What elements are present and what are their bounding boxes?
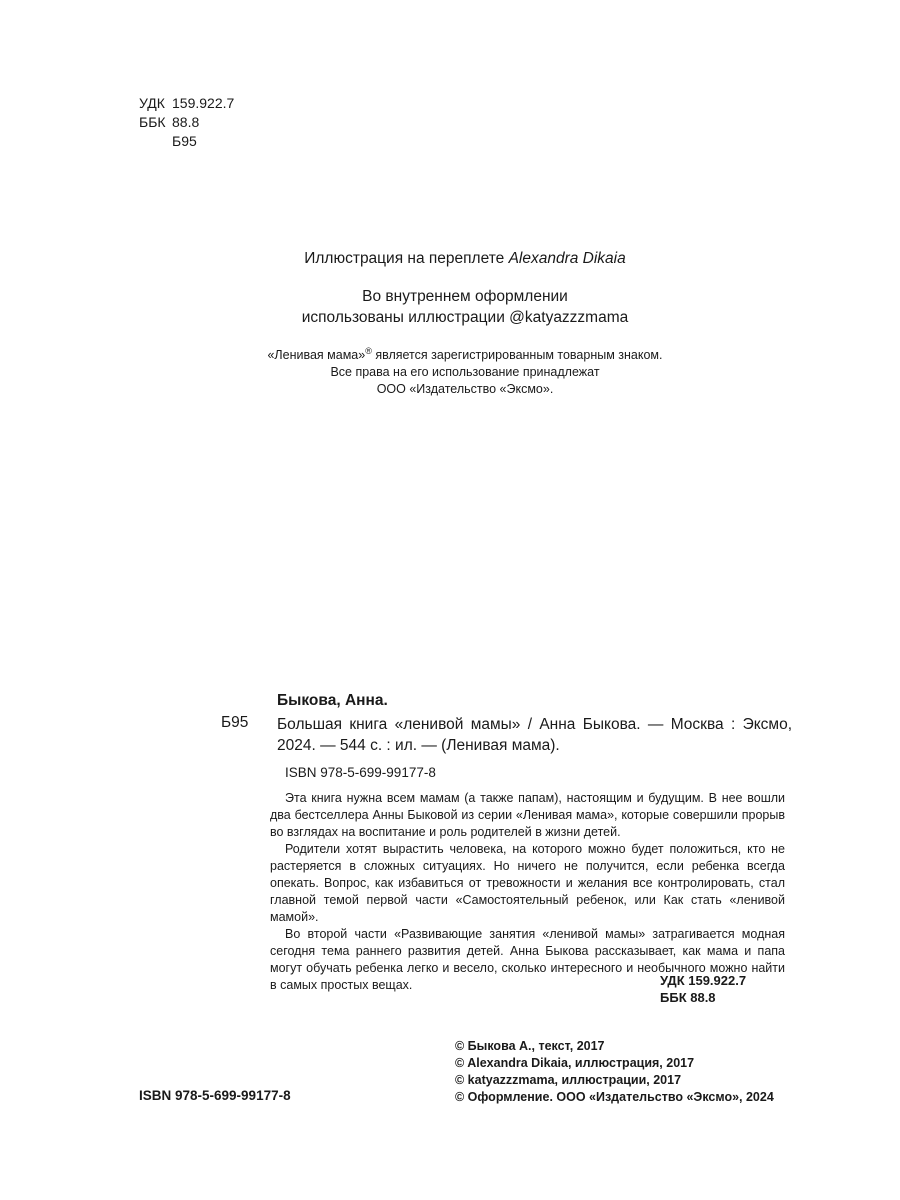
author-mark: Б95 xyxy=(172,133,197,149)
copyright-line: © katyazzzmama, иллюстрации, 2017 xyxy=(455,1073,682,1087)
annotation-paragraph: Эта книга нужна всем мамам (а также папам), настоящим и будущим. В нее вошли два бестселлера Анны Быковой из серии «Ленивая мама», которые совершили прорыв во взглядах на воспитание и роль родителей в жизни детей. xyxy=(270,791,785,839)
copyright-line: © Быкова А., текст, 2017 xyxy=(455,1039,605,1053)
udk-row xyxy=(139,94,234,113)
bbk-bold: ББК 88.8 xyxy=(660,990,716,1005)
copyright-line: © Оформление. ООО «Издательство «Эксмо», 2024 xyxy=(455,1090,774,1104)
isbn-bottom: ISBN 978-5-699-99177-8 xyxy=(139,1088,291,1103)
trademark-line3: ООО «Издательство «Эксмо». xyxy=(376,382,554,397)
copyright-block xyxy=(455,1038,774,1106)
udk-bold: УДК 159.922.7 xyxy=(660,973,747,988)
annotation-paragraph: Родители хотят вырастить человека, на которого можно будет положиться, кто не растеряется в сложных ситуациях. Но ничего не получится, если ребенка всегда опекать. Вопрос, как избавиться от тревожности и желания все контролировать, стал главной темой первой части «Самостоятельный ребенок, или Как стать «ленивой мамой». xyxy=(270,842,785,924)
bibliographic-isbn: ISBN 978-5-699-99177-8 xyxy=(285,765,436,780)
bibliographic-mark: Б95 xyxy=(221,714,249,731)
trademark-notice xyxy=(0,343,900,398)
inner-credit-line1: Во внутреннем оформлении xyxy=(362,288,568,305)
trademark-line1-rest: является зарегистрированным товарным знаком. xyxy=(371,348,663,363)
bibliographic-author: Быкова, Анна. xyxy=(277,692,388,709)
annotation xyxy=(270,790,785,994)
copyright-line: © Alexandra Dikaia, иллюстрация, 2017 xyxy=(455,1056,695,1070)
trademark-mark-name: «Ленивая мама» xyxy=(267,348,366,363)
annotation-paragraph: Во второй части «Развивающие занятия «ленивой мамы» затрагивается модная сегодня тема раннего развития детей. Анна Быкова рассказывает, как мама и папа могут обучать ребенка легко и весело, сколько интересного и необычного можно найти в самых простых вещах. xyxy=(270,927,785,992)
trademark-line1 xyxy=(0,343,900,364)
trademark-line2: Все права на его использование принадлежат xyxy=(330,365,600,380)
inner-credit-line2: использованы иллюстрации @katyazzzmama xyxy=(301,309,629,326)
udk-label: УДК xyxy=(139,95,165,111)
bibliographic-description: Большая книга «ленивой мамы» / Анна Быкова. — Москва : Эксмо, 2024. — 544 с. : ил. — (Ленивая мама). xyxy=(277,716,792,754)
cover-illustration-credit xyxy=(0,250,900,268)
bbk-label: ББК xyxy=(139,114,166,130)
classification-bold xyxy=(660,972,784,1006)
classification-block xyxy=(139,94,234,151)
bbk-row xyxy=(139,113,234,132)
inner-illustration-credit xyxy=(0,286,900,328)
udk-value: 159.922.7 xyxy=(172,95,235,111)
bbk-value: 88.8 xyxy=(172,114,200,130)
registered-symbol: ® xyxy=(365,346,372,356)
cover-artist-name: Alexandra Dikaia xyxy=(508,250,626,267)
cover-credit-prefix: Иллюстрация на переплете xyxy=(304,250,505,267)
